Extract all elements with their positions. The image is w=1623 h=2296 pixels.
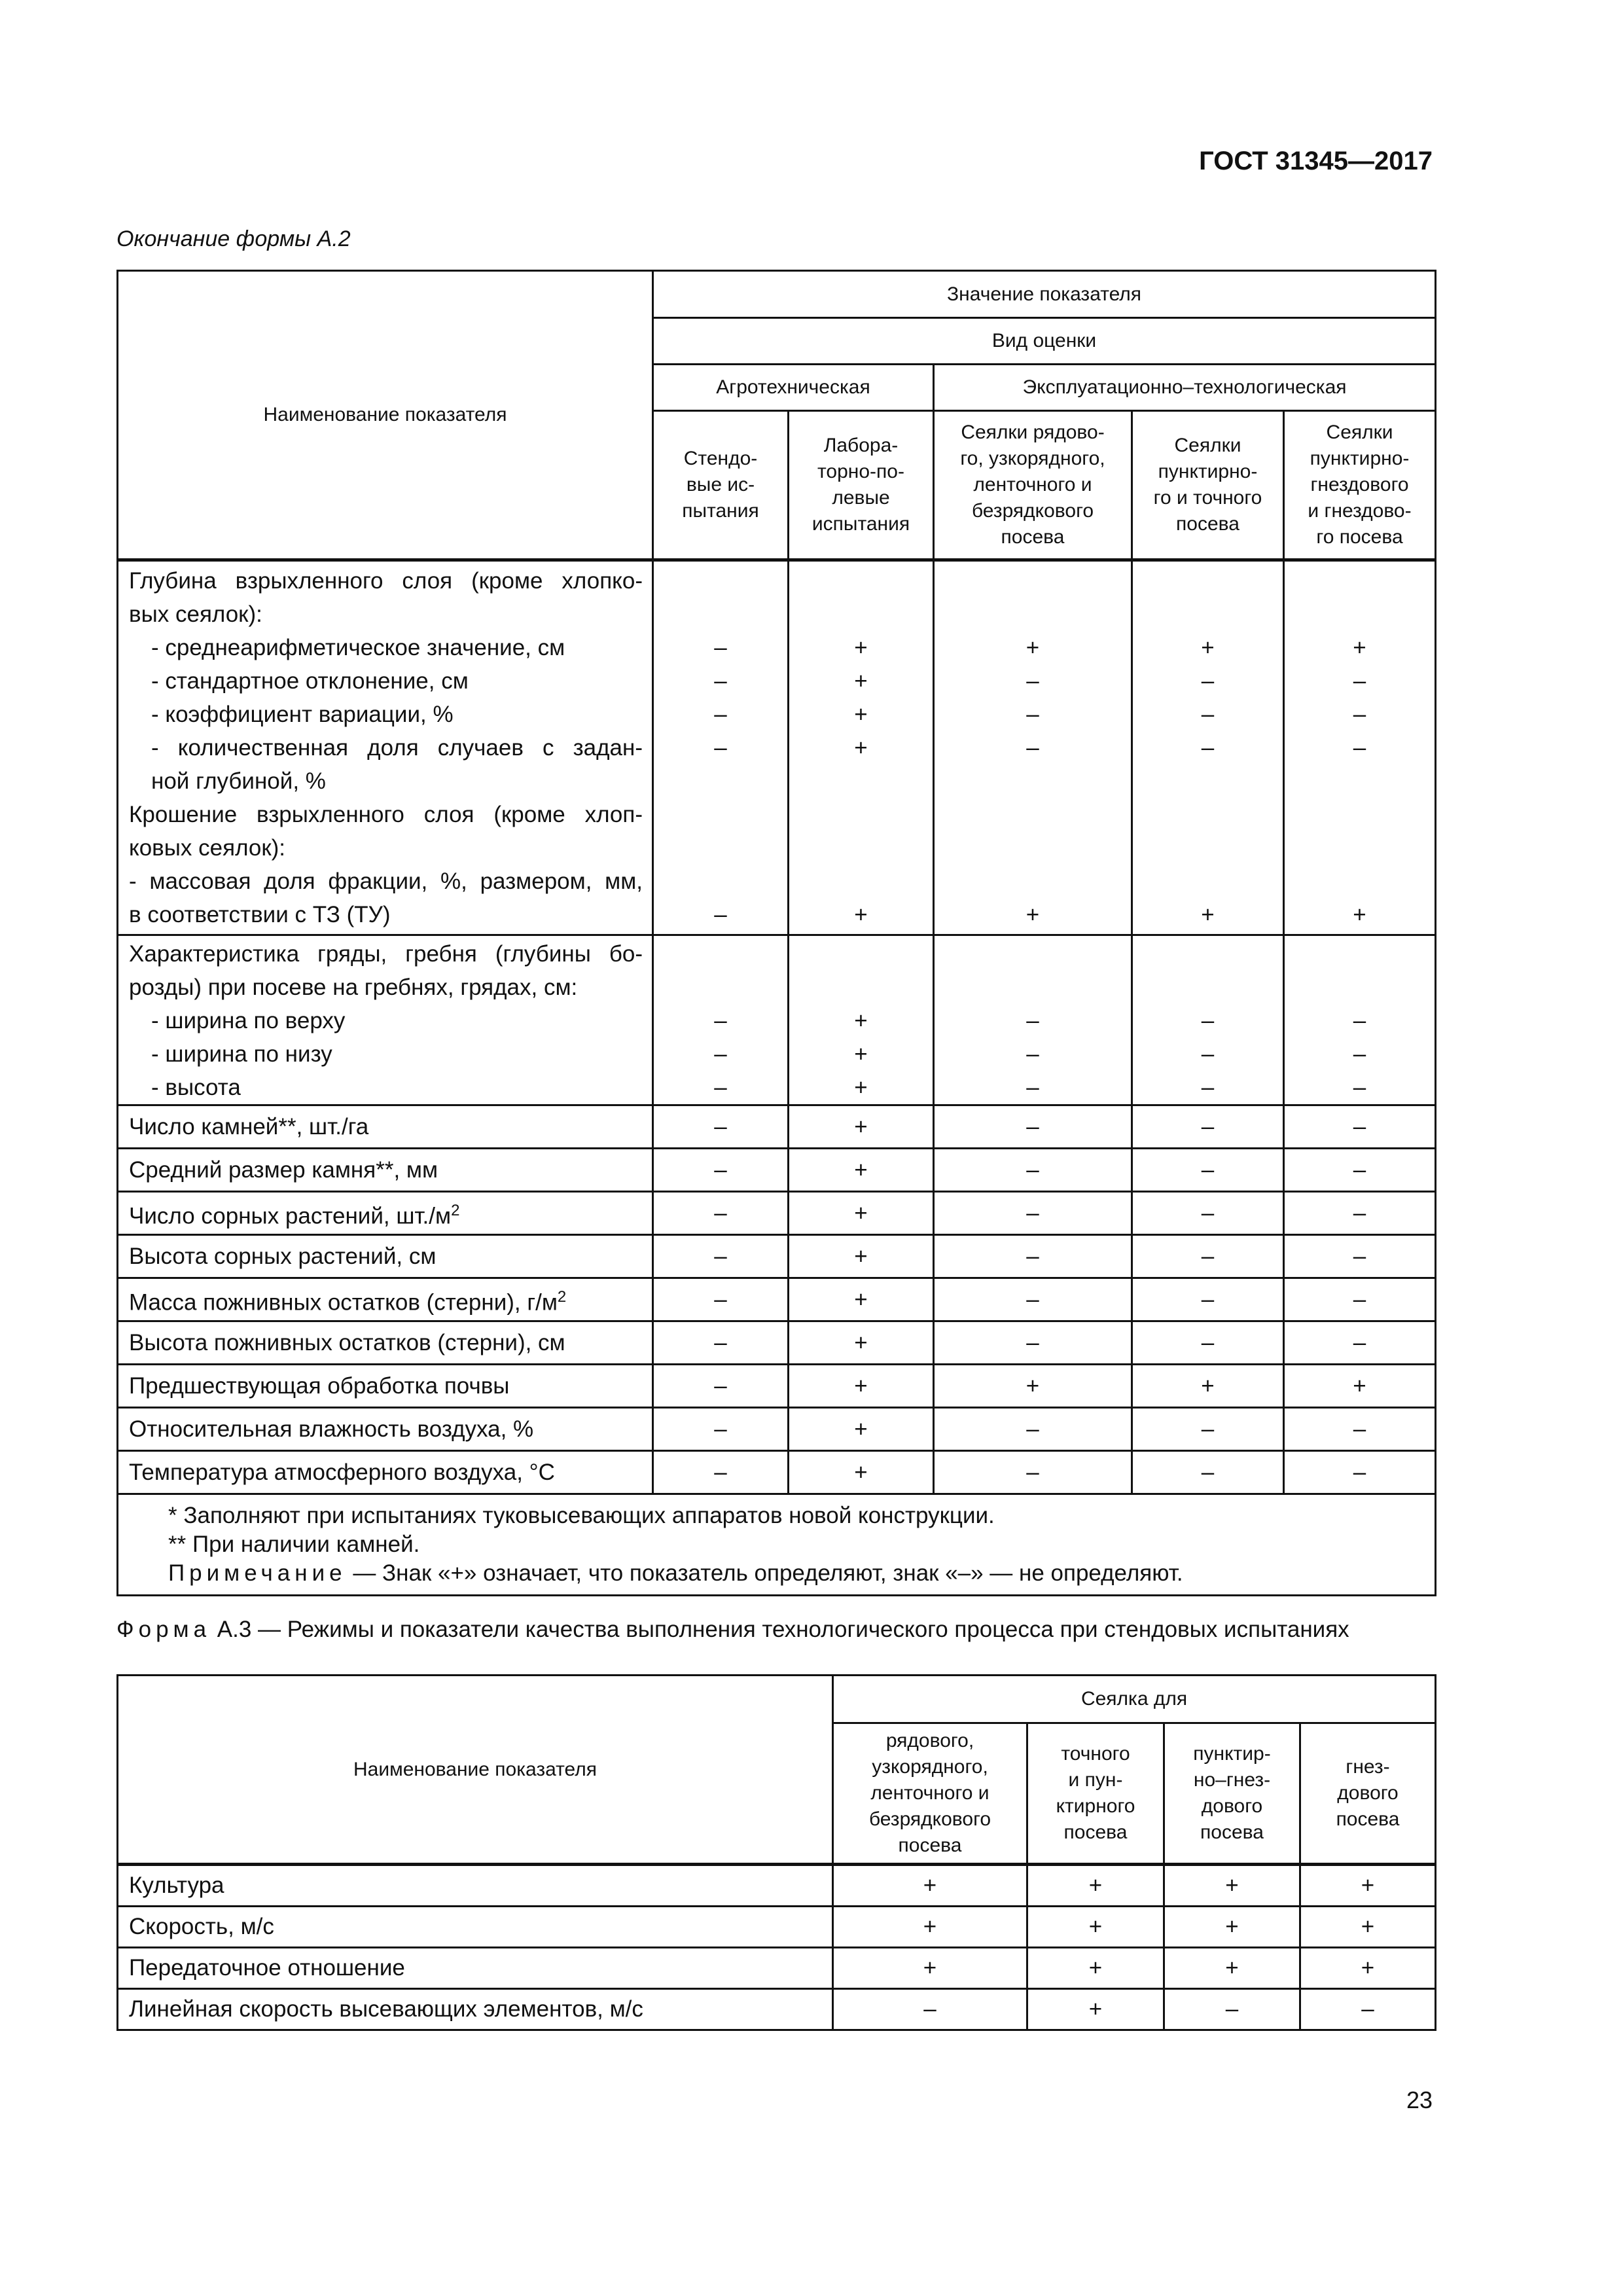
mark-cell: + — [1027, 1865, 1164, 1907]
note-3 — [168, 1559, 1435, 1588]
mark-cell: – — [934, 1105, 1132, 1149]
block1-line: - среднеарифметическое значение, см — [151, 635, 565, 660]
mark: + — [1201, 635, 1215, 660]
row-label — [118, 1321, 653, 1365]
mark: – — [714, 735, 727, 761]
mark-cell: – — [934, 1451, 1132, 1494]
block1-line: в соответствии с ТЗ (ТУ) — [129, 902, 391, 927]
mark: + — [1353, 902, 1366, 927]
mark-cell: – — [1132, 1192, 1284, 1235]
table-row — [118, 1865, 1436, 1907]
sub-col-line: Лабора- — [823, 435, 899, 456]
block1-line: Глубина взрыхленного слоя (кроме хлопко- — [129, 568, 643, 594]
value-header: Значение показателя — [653, 271, 1436, 318]
spacer — [789, 971, 933, 1004]
spacer — [789, 798, 933, 831]
spacer — [789, 764, 933, 798]
table-row — [118, 1192, 1436, 1235]
row-label — [118, 1451, 653, 1494]
row-label-text: Высота сорных растений, см — [129, 1244, 437, 1269]
sub-col-header — [1284, 411, 1436, 560]
spacer — [654, 971, 787, 1004]
standard-number: ГОСТ 31345—2017 — [1199, 147, 1433, 175]
mark-cell: – — [653, 1408, 789, 1451]
sub-col-line: посева — [1063, 1821, 1128, 1843]
sub-col-line: го, узкорядного, — [960, 448, 1105, 469]
mark: + — [854, 902, 868, 927]
sub-col-line: ленточного и — [973, 474, 1092, 495]
block-ridge — [118, 935, 1436, 1105]
mark-cell: – — [1284, 1408, 1436, 1451]
table-form-a2 — [116, 270, 1436, 1596]
spacer — [654, 564, 787, 598]
mark-cell: + — [1300, 1907, 1436, 1948]
page-number: 23 — [1406, 2087, 1433, 2113]
mark-cell: – — [653, 1235, 789, 1278]
note-2: ** При наличии камней. — [168, 1532, 420, 1557]
block-depth-crumbling — [118, 560, 1436, 935]
mark: – — [1026, 1008, 1039, 1033]
table-row — [118, 1907, 1436, 1948]
table-form-a3 — [116, 1674, 1436, 2031]
assessment-header: Вид оценки — [653, 318, 1436, 365]
mark: – — [1353, 1075, 1366, 1100]
block2-line: - ширина по низу — [151, 1041, 332, 1067]
mark-cell: – — [934, 1149, 1132, 1192]
sub-col-header — [653, 411, 789, 560]
row-label-text: Число камней**, шт./га — [129, 1114, 369, 1139]
spacer — [1285, 564, 1435, 598]
table1-rows — [118, 1105, 1436, 1494]
mark-cell: – — [1284, 1235, 1436, 1278]
spacer — [1285, 798, 1435, 831]
sub-col-header — [934, 411, 1132, 560]
spacer — [935, 937, 1131, 971]
row-label — [118, 1192, 653, 1235]
sub-col-line: гнез- — [1346, 1756, 1390, 1778]
mark: – — [1026, 702, 1039, 727]
sub-col-header — [1164, 1723, 1300, 1865]
row-label-text: Температура атмосферного воздуха, °С — [129, 1460, 555, 1485]
row-label — [118, 1365, 653, 1408]
table-row — [118, 1278, 1436, 1321]
mark-cell: – — [653, 1105, 789, 1149]
mark-cell: – — [1284, 1451, 1436, 1494]
sub-col-line: рядового, — [885, 1730, 974, 1751]
block2-label — [118, 935, 653, 1105]
mark: + — [1201, 902, 1215, 927]
mark-cell: – — [1132, 1149, 1284, 1192]
sub-col-line: левые — [832, 487, 890, 509]
row-label-text: Высота пожнивных остатков (стерни), см — [129, 1330, 565, 1355]
table-row — [118, 1321, 1436, 1365]
sub-col-line: пунктирно- — [1310, 448, 1410, 469]
spacer — [935, 598, 1131, 631]
mark-cell: – — [1284, 1321, 1436, 1365]
spacer — [1285, 598, 1435, 631]
spacer — [1133, 971, 1283, 1004]
group-header-agro: Агротехническая — [653, 365, 934, 411]
sub-col-line: дового — [1201, 1795, 1263, 1817]
mark-cell: – — [1132, 1408, 1284, 1451]
mark: – — [714, 1075, 727, 1100]
block1-line: Крошение взрыхленного слоя (кроме хлоп- — [129, 802, 643, 827]
mark-cell: + — [1027, 1948, 1164, 1989]
mark-cell: – — [1132, 1235, 1284, 1278]
sub-col-header — [1027, 1723, 1164, 1865]
block2-line: - ширина по верху — [151, 1008, 346, 1033]
mark-cell: – — [1284, 1149, 1436, 1192]
mark-cell: + — [1300, 1948, 1436, 1989]
block1-line: - стандартное отклонение, см — [151, 668, 469, 694]
row-label: Культура — [118, 1865, 833, 1907]
mark-cell: – — [1284, 1105, 1436, 1149]
row-label — [118, 1149, 653, 1192]
spacer — [935, 798, 1131, 831]
mark-cell: + — [1027, 1989, 1164, 2030]
mark: – — [714, 668, 727, 694]
sub-col-header — [1300, 1723, 1436, 1865]
row-label — [118, 1278, 653, 1321]
block1-marks — [1132, 560, 1284, 935]
mark: + — [854, 702, 868, 727]
block1-marks — [789, 560, 934, 935]
mark-cell: – — [1284, 1278, 1436, 1321]
spacer — [1133, 598, 1283, 631]
sub-col-line: го и точного — [1153, 487, 1262, 509]
spacer — [789, 831, 933, 865]
block1-line: ковых сеялок): — [129, 835, 286, 861]
table-row — [118, 1365, 1436, 1408]
mark-cell: – — [833, 1989, 1027, 2030]
sub-col-line: торно-по- — [817, 461, 904, 482]
mark: + — [1026, 902, 1040, 927]
sub-col-line: дового — [1337, 1782, 1399, 1804]
row-label-sup: 2 — [557, 1287, 567, 1306]
block1-marks — [934, 560, 1132, 935]
mark-cell: + — [833, 1907, 1027, 1948]
table-row — [118, 1948, 1436, 1989]
table-row — [118, 1408, 1436, 1451]
mark-cell: + — [934, 1365, 1132, 1408]
spacer — [935, 764, 1131, 798]
table-row — [118, 1989, 1436, 2030]
row-label — [118, 1408, 653, 1451]
mark-cell: + — [833, 1948, 1027, 1989]
mark-cell: + — [789, 1192, 934, 1235]
mark-cell: – — [653, 1451, 789, 1494]
note-label: Примечание — [168, 1560, 347, 1586]
mark-cell: + — [789, 1105, 934, 1149]
caption-text: А.3 — Режимы и показатели качества выполнения технологического процесса при стендовых испытаниях — [211, 1617, 1349, 1642]
group-header-seeder: Сеялка для — [833, 1676, 1436, 1723]
mark: – — [1353, 735, 1366, 761]
spacer — [935, 865, 1131, 898]
mark-cell: – — [1132, 1105, 1284, 1149]
row-label: Передаточное отношение — [118, 1948, 833, 1989]
mark: + — [1353, 635, 1366, 660]
block2-marks — [934, 935, 1132, 1105]
mark-cell: + — [789, 1278, 934, 1321]
mark: – — [714, 1041, 727, 1067]
sub-col-line: точного — [1061, 1743, 1130, 1765]
mark-cell: – — [1300, 1989, 1436, 2030]
table-row — [118, 1105, 1436, 1149]
note-1: * Заполняют при испытаниях туковысевающих аппаратов новой конструкции. — [168, 1503, 995, 1528]
sub-col-header — [833, 1723, 1027, 1865]
mark: – — [714, 1008, 727, 1033]
block2-marks — [1284, 935, 1436, 1105]
spacer — [1133, 937, 1283, 971]
mark: + — [854, 635, 868, 660]
row-label-sup: 2 — [451, 1201, 460, 1219]
mark-cell: + — [1164, 1948, 1300, 1989]
block2-line: Характеристика гряды, гребня (глубины бо- — [129, 941, 643, 967]
mark-cell: – — [653, 1278, 789, 1321]
mark: – — [1201, 1041, 1215, 1067]
spacer — [1133, 831, 1283, 865]
mark: – — [714, 635, 727, 660]
mark-cell: – — [1132, 1451, 1284, 1494]
mark: – — [1353, 668, 1366, 694]
spacer — [1285, 764, 1435, 798]
mark-cell: – — [1284, 1192, 1436, 1235]
spacer — [935, 564, 1131, 598]
sub-col-line: Сеялки рядово- — [961, 422, 1105, 443]
mark: + — [854, 735, 868, 761]
mark: – — [1353, 702, 1366, 727]
sub-col-line: ленточного и — [870, 1782, 990, 1804]
block1-line: - коэффициент вариации, % — [151, 702, 454, 727]
block1-marks — [1284, 560, 1436, 935]
mark: – — [1026, 1075, 1039, 1100]
spacer — [789, 865, 933, 898]
spacer — [1285, 937, 1435, 971]
sub-col-line: гнездового — [1310, 474, 1409, 495]
row-label-text: Предшествующая обработка почвы — [129, 1373, 510, 1399]
mark: + — [854, 1041, 868, 1067]
sub-col-line: но–гнез- — [1193, 1769, 1271, 1791]
mark-cell: + — [1164, 1907, 1300, 1948]
spacer — [1285, 865, 1435, 898]
sub-col-header — [1132, 411, 1284, 560]
spacer — [935, 971, 1131, 1004]
mark-cell: + — [1164, 1865, 1300, 1907]
row-label-text: Средний размер камня**, мм — [129, 1157, 438, 1183]
block1-label — [118, 560, 653, 935]
block2-marks — [1132, 935, 1284, 1105]
mark-cell: – — [653, 1192, 789, 1235]
sub-col-line: посева — [1176, 513, 1240, 535]
sub-col-line: безрядкового — [971, 500, 1094, 522]
table1-caption: Окончание формы А.2 — [116, 226, 351, 251]
mark-cell: – — [934, 1192, 1132, 1235]
mark: – — [1353, 1041, 1366, 1067]
sub-col-line: пытания — [682, 500, 759, 522]
sub-col-line: и пун- — [1068, 1769, 1123, 1791]
mark-cell: – — [934, 1408, 1132, 1451]
mark: – — [714, 902, 727, 927]
mark: – — [1201, 735, 1215, 761]
row-label — [118, 1105, 653, 1149]
sub-col-line: и гнездово- — [1308, 500, 1412, 522]
sub-col-line: пунктирно- — [1158, 461, 1258, 482]
spacer — [654, 798, 787, 831]
mark-cell: + — [1284, 1365, 1436, 1408]
sub-col-line: посева — [1336, 1808, 1400, 1830]
mark-cell: – — [934, 1235, 1132, 1278]
sub-col-line: посева — [1001, 526, 1065, 548]
spacer — [1133, 764, 1283, 798]
mark: – — [714, 702, 727, 727]
block1-line: - массовая доля фракции, %, размером, мм, — [129, 869, 643, 894]
mark-cell: + — [1027, 1907, 1164, 1948]
block2-line: розды) при посеве на гребнях, грядах, см: — [129, 975, 578, 1000]
block2-marks — [789, 935, 934, 1105]
mark-cell: + — [789, 1408, 934, 1451]
note-text: — Знак «+» означает, что показатель определяют, знак «–» — не определяют. — [346, 1560, 1183, 1586]
mark: – — [1201, 668, 1215, 694]
row-label-text: Число сорных растений, шт./м — [129, 1203, 452, 1229]
mark-cell: – — [653, 1321, 789, 1365]
row-label: Скорость, м/с — [118, 1907, 833, 1948]
mark-cell: + — [789, 1149, 934, 1192]
spacer — [1285, 971, 1435, 1004]
spacer — [1133, 865, 1283, 898]
mark: – — [1026, 735, 1039, 761]
mark-cell: + — [833, 1865, 1027, 1907]
spacer — [789, 937, 933, 971]
mark-cell: – — [934, 1278, 1132, 1321]
mark-cell: – — [653, 1149, 789, 1192]
spacer — [789, 564, 933, 598]
table-row — [118, 1235, 1436, 1278]
mark: – — [1026, 1041, 1039, 1067]
mark-cell: – — [1164, 1989, 1300, 2030]
block1-line: ной глубиной, % — [151, 768, 326, 794]
mark-cell: + — [789, 1451, 934, 1494]
table-row — [118, 1149, 1436, 1192]
mark: + — [854, 668, 868, 694]
sub-col-line: го посева — [1316, 526, 1403, 548]
mark: – — [1201, 1008, 1215, 1033]
mark-cell: + — [1300, 1865, 1436, 1907]
mark: + — [1026, 635, 1040, 660]
sub-col-line: Сеялки — [1174, 435, 1241, 456]
table2-rows — [118, 1865, 1436, 2030]
spacer — [654, 865, 787, 898]
mark: + — [854, 1008, 868, 1033]
sub-col-line: посева — [1200, 1821, 1264, 1843]
mark: – — [1201, 1075, 1215, 1100]
spacer — [654, 937, 787, 971]
mark: – — [1026, 668, 1039, 694]
block2-line: - высота — [151, 1075, 241, 1100]
mark-cell: + — [1132, 1365, 1284, 1408]
spacer — [654, 831, 787, 865]
block1-line: вых сеялок): — [129, 601, 262, 627]
mark: – — [1353, 1008, 1366, 1033]
table2-caption — [116, 1617, 1349, 1643]
row-label-text: Масса пожнивных остатков (стерни), г/м — [129, 1289, 558, 1316]
mark-cell: – — [653, 1365, 789, 1408]
block1-line: - количественная доля случаев с задан- — [151, 735, 643, 761]
spacer — [654, 764, 787, 798]
mark: – — [1201, 702, 1215, 727]
sub-col-line: безрядкового — [868, 1808, 991, 1830]
row-label: Линейная скорость высевающих элементов, м/с — [118, 1989, 833, 2030]
spacer — [935, 831, 1131, 865]
caption-label: Форма — [116, 1617, 211, 1642]
sub-col-header — [789, 411, 934, 560]
mark: + — [854, 1075, 868, 1100]
sub-col-line: Сеялки — [1326, 422, 1393, 443]
spacer — [1133, 564, 1283, 598]
spacer — [1285, 831, 1435, 865]
mark-cell: – — [1132, 1321, 1284, 1365]
spacer — [1133, 798, 1283, 831]
spacer — [789, 598, 933, 631]
mark-cell: – — [934, 1321, 1132, 1365]
notes — [118, 1494, 1436, 1596]
block2-marks — [653, 935, 789, 1105]
row-label — [118, 1235, 653, 1278]
mark-cell: + — [789, 1365, 934, 1408]
spacer — [654, 598, 787, 631]
mark-cell: – — [1132, 1278, 1284, 1321]
row-label-text: Относительная влажность воздуха, % — [129, 1416, 534, 1442]
sub-col-line: вые ис- — [686, 474, 755, 495]
sub-col-line: пунктир- — [1193, 1743, 1271, 1765]
sub-col-line: узкорядного, — [872, 1756, 988, 1778]
sub-col-line: посева — [898, 1835, 962, 1856]
col-header-name: Наименование показателя — [118, 271, 653, 560]
col-header-name-2: Наименование показателя — [118, 1676, 833, 1865]
mark-cell: + — [789, 1235, 934, 1278]
sub-col-line: испытания — [812, 513, 910, 535]
sub-col-line: ктирного — [1056, 1795, 1135, 1817]
block1-marks — [653, 560, 789, 935]
sub-col-line: Стендо- — [683, 448, 758, 469]
group-header-exp: Эксплуатационно–технологическая — [934, 365, 1436, 411]
mark-cell: + — [789, 1321, 934, 1365]
table-row — [118, 1451, 1436, 1494]
